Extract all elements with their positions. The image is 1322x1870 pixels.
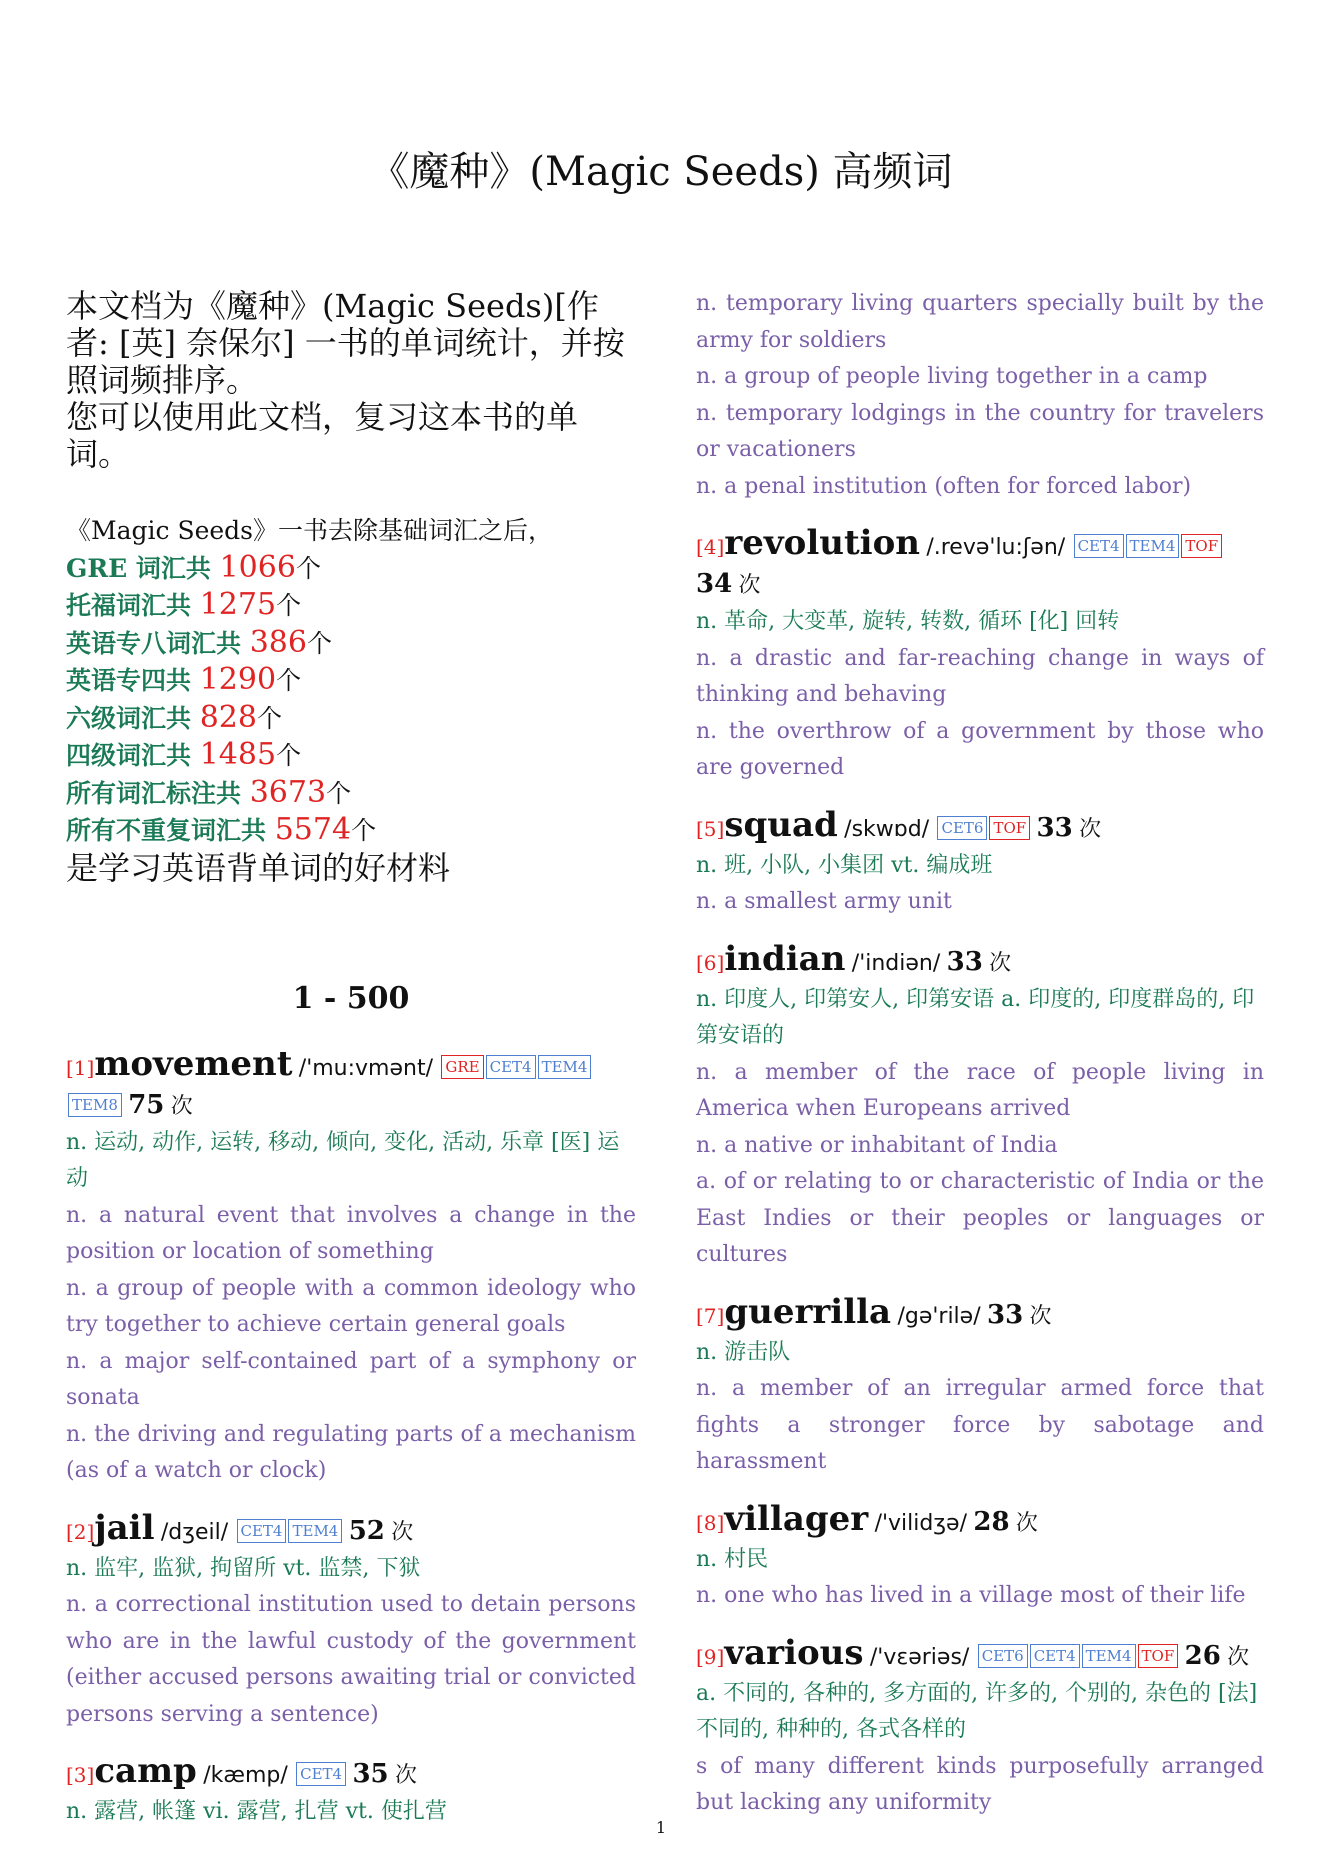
frequency-unit: 次: [391, 1519, 414, 1545]
exam-tag: GRE: [441, 1055, 483, 1079]
frequency-count: 33: [946, 946, 983, 977]
headword: guerrilla: [724, 1291, 892, 1332]
chinese-definition: n. 印度人, 印第安人, 印第安语 a. 印度的, 印度群岛的, 印第安语的: [696, 986, 1255, 1048]
frequency-count: 34: [696, 569, 733, 599]
right-column: [696, 286, 1264, 1842]
exam-tag: CET4: [237, 1519, 287, 1543]
chinese-definition: a. 不同的, 各种的, 多方面的, 许多的, 个别的, 杂色的 [法] 不同的, 种种的, 各式各样的: [696, 1680, 1258, 1742]
stats-unit: 个: [276, 591, 302, 620]
page-number: 1: [655, 1818, 667, 1837]
entry-index: [6]: [696, 950, 725, 975]
entry-header: [696, 1291, 1264, 1335]
exam-tag: TEM4: [288, 1519, 342, 1543]
stats-label: 所有不重复词汇共: [66, 816, 275, 845]
exam-tag: CET4: [296, 1762, 346, 1786]
stats-lead: 《Magic Seeds》一书去除基础词汇之后，: [66, 516, 554, 545]
chinese-definition: n. 游击队: [696, 1339, 791, 1365]
intro-paragraph: 您可以使用此文档，复习这本书的单词。: [66, 398, 579, 473]
stats-row: [66, 625, 636, 663]
english-definition: a. of or relating to or characteristic of India or the East Indies or their peoples or languages or cultures: [696, 1169, 1264, 1267]
exam-tag: TEM4: [1126, 534, 1180, 558]
stats-row: [66, 550, 636, 588]
headword: revolution: [724, 523, 920, 563]
exam-tag: CET4: [1030, 1644, 1080, 1668]
entry-header: [696, 938, 1264, 982]
stats-unit: 个: [276, 666, 302, 695]
frequency-unit: 次: [989, 950, 1012, 976]
chinese-definition: n. 监牢, 监狱, 拘留所 vt. 监禁, 下狱: [66, 1555, 421, 1581]
stats-row: [66, 700, 636, 738]
entry-header: [696, 804, 1264, 848]
stats-label: 所有词汇标注共: [66, 778, 250, 808]
frequency-unit: 次: [170, 1093, 193, 1119]
frequency-count: 33: [986, 1299, 1024, 1330]
headword: camp: [94, 1751, 197, 1791]
phonetic: /kæmp/: [203, 1763, 288, 1788]
frequency-count: 52: [348, 1515, 385, 1546]
english-definition: n. a major self-contained part of a symphony or sonata: [66, 1348, 636, 1410]
frequency-unit: 次: [1029, 1303, 1052, 1329]
rank-range-heading: 1 - 500: [292, 980, 410, 1016]
english-definition: n. a group of people living together in a camp: [696, 364, 1208, 389]
phonetic: /'indiən/: [851, 950, 941, 976]
intro-paragraph: 本文档为《魔种》(Magic Seeds)[作者: [英] 奈保尔] 一书的单词统计，并按照词频排序。: [66, 287, 625, 399]
exam-tag: CET6: [978, 1644, 1028, 1668]
phonetic: /'mu:vmənt/: [298, 1055, 433, 1081]
stats-row: [66, 587, 636, 625]
stats-label: 托福词汇共: [66, 591, 200, 620]
word-entry: [696, 1632, 1264, 1822]
frequency-unit: 次: [1015, 1510, 1038, 1536]
entry-header: [696, 525, 1264, 604]
frequency-count: 75: [128, 1089, 165, 1120]
frequency-unit: 次: [738, 573, 761, 598]
frequency-unit: 次: [1227, 1644, 1250, 1670]
entry-header: [696, 1632, 1264, 1676]
entry-index: [2]: [66, 1519, 95, 1544]
entry-header: [66, 1753, 636, 1794]
entry-header: [696, 1498, 1264, 1542]
stats-row: [66, 737, 636, 775]
headword: jail: [94, 1507, 155, 1548]
word-entry: [696, 1291, 1264, 1481]
english-definition: n. a drastic and far-reaching change in ways of thinking and behaving: [696, 645, 1264, 707]
headword: movement: [94, 1043, 293, 1084]
frequency-count: 28: [973, 1506, 1010, 1537]
stats-count: 386: [249, 624, 307, 660]
stats-count: 5574: [274, 812, 352, 847]
phonetic: /gə'rilə/: [897, 1303, 981, 1329]
stats-label: 六级词汇共: [66, 703, 200, 733]
exam-tag: TOF: [1138, 1644, 1179, 1668]
phonetic: /'vεəriəs/: [869, 1644, 970, 1670]
entry-index: [7]: [696, 1303, 725, 1328]
stats-count: 1290: [199, 662, 277, 697]
chinese-definition: n. 革命, 大变革, 旋转, 转数, 循环 [化] 回转: [696, 609, 1120, 634]
english-definition: n. a penal institution (often for forced labor): [696, 473, 1192, 499]
stats-label: GRE 词汇共: [66, 553, 220, 583]
chinese-definition: n. 村民: [696, 1546, 769, 1572]
stats-label: 英语专四共: [66, 666, 200, 695]
headword: various: [724, 1632, 864, 1673]
exam-tag: TOF: [1181, 534, 1222, 558]
exam-tag: TOF: [989, 816, 1030, 840]
english-definition: n. a correctional institution used to detain persons who are in the lawful custody of the government (either accused persons awaiting trial or convicted persons serving a sentence): [66, 1592, 636, 1727]
stats-count: 3673: [249, 774, 327, 810]
headword: indian: [724, 938, 846, 979]
exam-tag: CET4: [486, 1055, 536, 1079]
phonetic: /dʒeil/: [160, 1519, 229, 1545]
entry-header: [66, 1507, 636, 1551]
frequency-unit: 次: [1079, 816, 1102, 842]
word-entry: [696, 938, 1264, 1274]
english-definition: n. temporary lodgings in the country for travelers or vacationers: [696, 400, 1264, 462]
phonetic: /.revə'lu:ʃən/: [926, 535, 1066, 560]
entry-index: [4]: [696, 535, 725, 559]
english-definition: n. a group of people with a common ideology who try together to achieve certain general goals: [66, 1275, 636, 1337]
stats-count: 1485: [199, 737, 277, 772]
stats-row: [66, 775, 636, 813]
entry-index: [1]: [66, 1055, 95, 1080]
exam-tag: CET4: [1074, 534, 1124, 558]
stats-count: 1275: [199, 587, 277, 622]
stats-unit: 个: [351, 816, 377, 845]
frequency-count: 33: [1036, 812, 1073, 843]
stats-label: 英语专八词汇共: [66, 628, 250, 658]
chinese-definition: n. 露营, 帐篷 vi. 露营, 扎营 vt. 使扎营: [66, 1799, 447, 1824]
chinese-definition: n. 运动, 动作, 运转, 移动, 倾向, 变化, 活动, 乐章 [医] 运动: [66, 1129, 620, 1191]
english-definition: n. one who has lived in a village most of their life: [696, 1583, 1246, 1608]
english-definition: n. a member of an irregular armed force that fights a stronger force by sabotage and harassment: [696, 1376, 1264, 1474]
phonetic: /skwɒd/: [844, 816, 930, 842]
english-definition: n. a natural event that involves a change in the position or location of something: [66, 1202, 636, 1264]
entry-index: [3]: [66, 1763, 95, 1787]
english-definition: n. a member of the race of people living in America when Europeans arrived: [696, 1059, 1264, 1121]
stats-count: 828: [199, 699, 257, 735]
word-entry: [66, 1043, 636, 1490]
entry-header: [66, 1043, 636, 1125]
document-title: 《魔种》(Magic Seeds) 高频词: [369, 149, 953, 195]
frequency-unit: 次: [395, 1763, 418, 1788]
entry-index: [9]: [696, 1644, 725, 1669]
word-entry: [66, 1507, 636, 1734]
english-definition: n. a native or inhabitant of India: [696, 1132, 1058, 1158]
exam-tag: TEM4: [1082, 1644, 1136, 1668]
english-definition: n. a smallest army unit: [696, 889, 952, 914]
exam-tag: TEM4: [538, 1055, 592, 1079]
stats-unit: 个: [295, 553, 321, 583]
word-entry: [696, 804, 1264, 921]
word-entry-continued: [696, 286, 1264, 505]
entry-index: [5]: [696, 816, 725, 841]
entry-index: [8]: [696, 1510, 725, 1535]
headword: villager: [724, 1498, 869, 1539]
stats-row: [66, 662, 636, 700]
english-definition: n. temporary living quarters specially built by the army for soldiers: [696, 291, 1264, 353]
vocab-stats: [66, 513, 636, 886]
stats-closing: 是学习英语背单词的好材料: [66, 848, 451, 887]
stats-row: [66, 812, 636, 850]
english-definition: n. the overthrow of a government by those who are governed: [696, 718, 1264, 780]
exam-tag: CET6: [937, 816, 987, 840]
left-column: [66, 280, 636, 1851]
chinese-definition: n. 班, 小队, 小集团 vt. 编成班: [696, 852, 993, 878]
stats-count: 1066: [219, 549, 296, 585]
stats-unit: 个: [306, 628, 332, 658]
english-definition: s of many different kinds purposefully arranged but lacking any uniformity: [696, 1753, 1264, 1815]
frequency-count: 26: [1184, 1640, 1221, 1671]
stats-unit: 个: [326, 778, 352, 808]
frequency-count: 35: [352, 1759, 389, 1789]
stats-unit: 个: [256, 703, 282, 733]
phonetic: /'vilidʒə/: [874, 1510, 967, 1536]
exam-tag: TEM8: [68, 1093, 122, 1117]
headword: squad: [724, 804, 838, 845]
word-entry: [696, 1498, 1264, 1615]
stats-label: 四级词汇共: [66, 741, 200, 770]
intro: [66, 288, 636, 473]
word-entry: [696, 525, 1264, 787]
stats-unit: 个: [276, 741, 302, 770]
english-definition: n. the driving and regulating parts of a mechanism (as of a watch or clock): [66, 1421, 636, 1483]
